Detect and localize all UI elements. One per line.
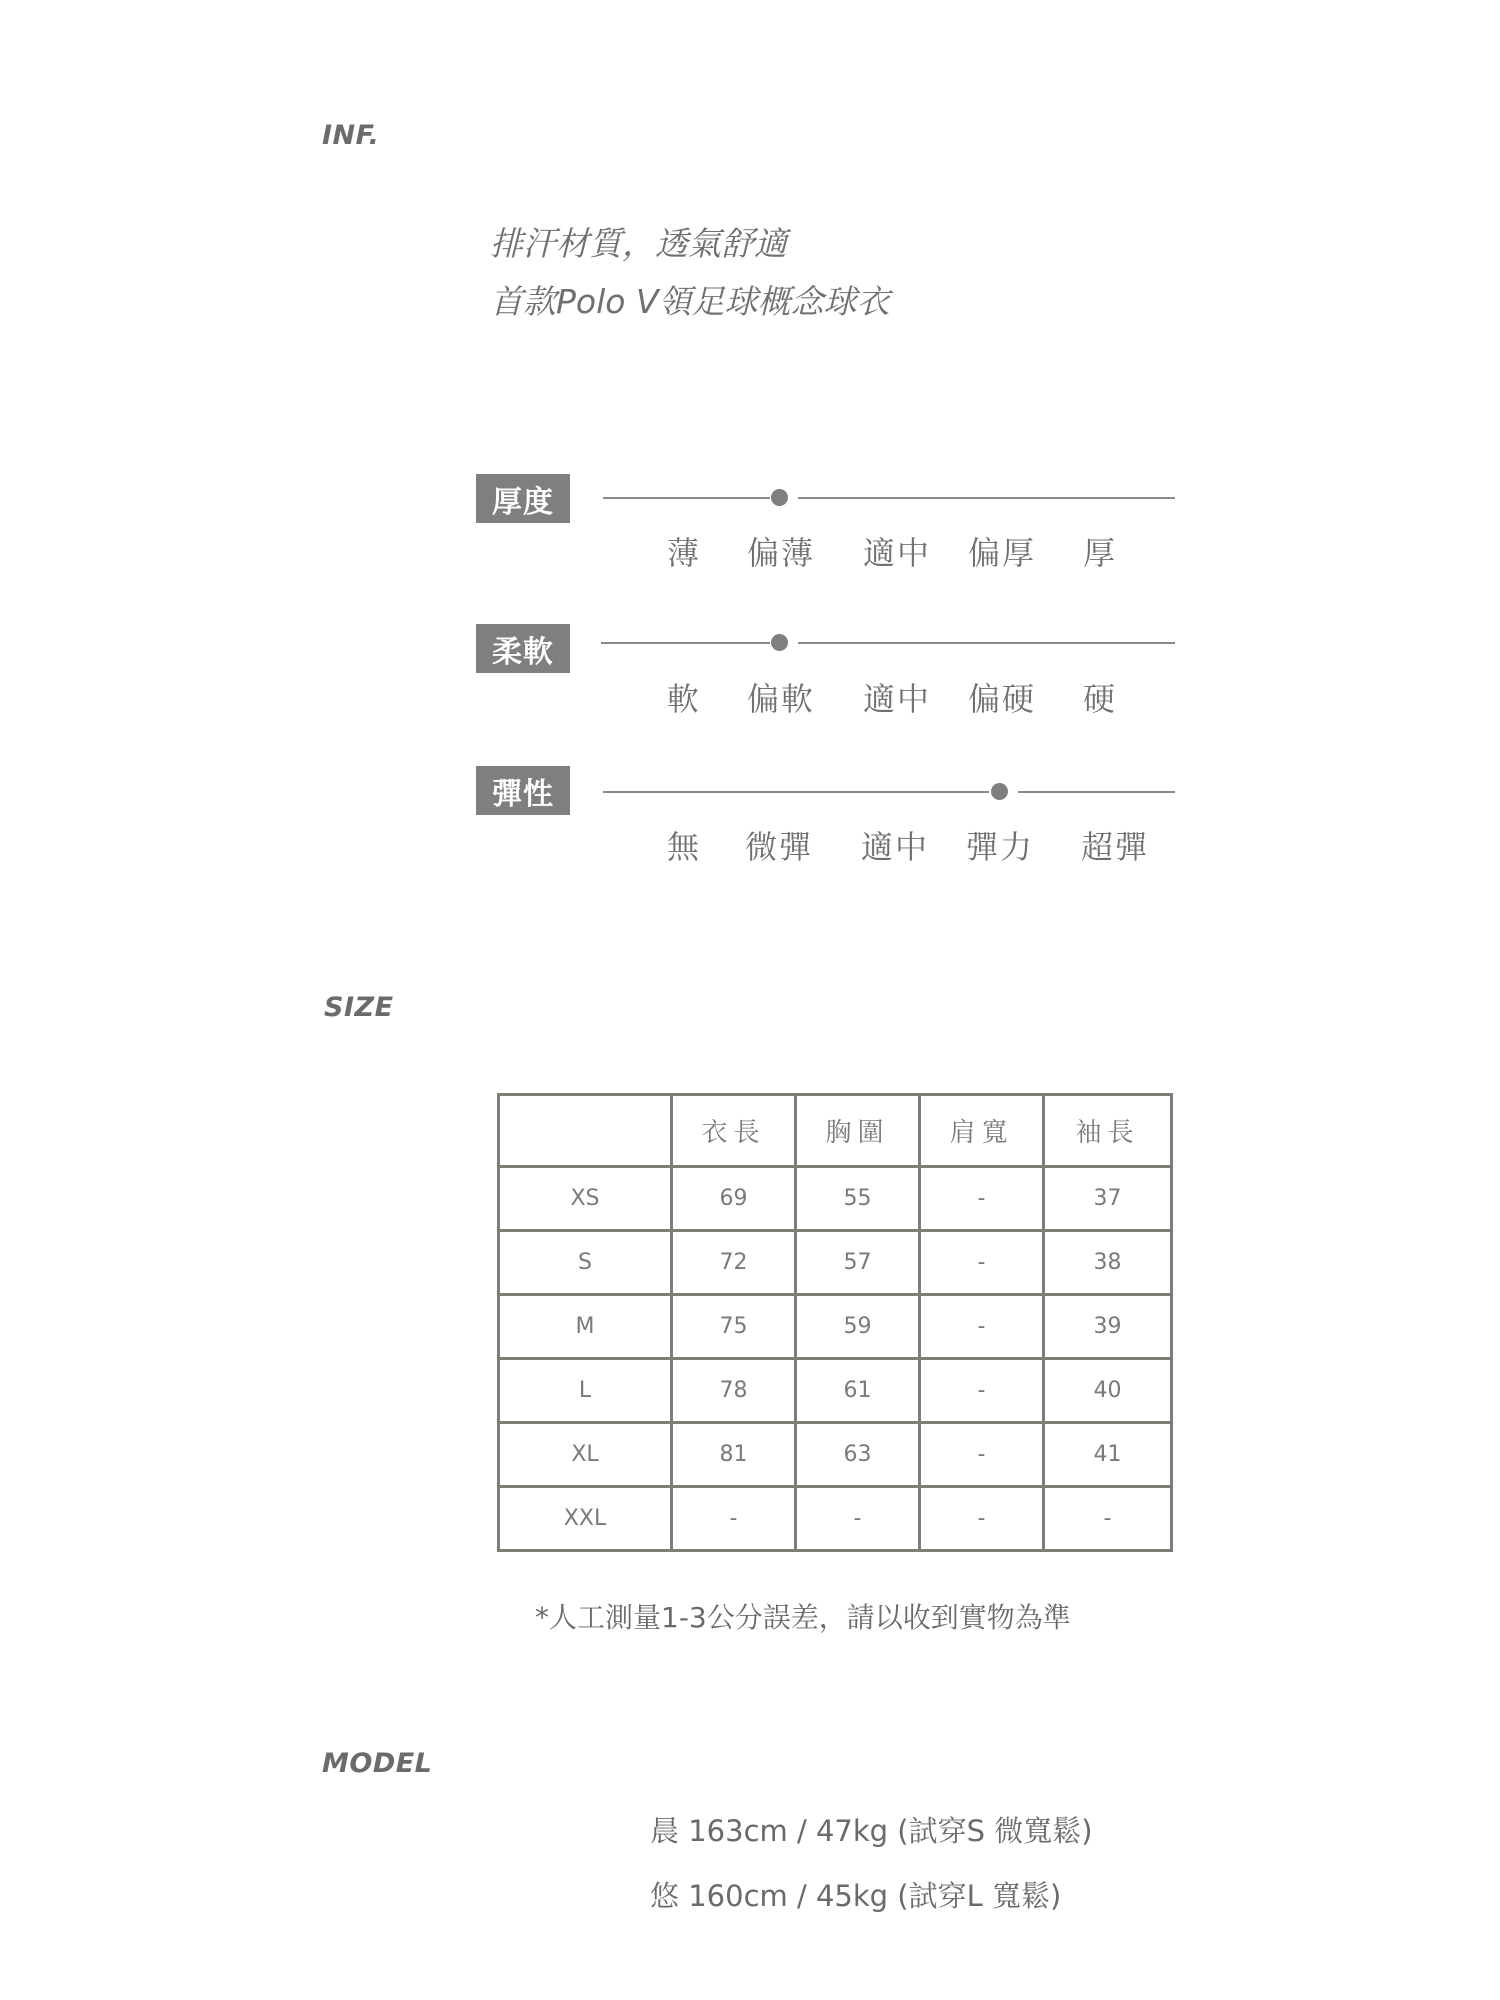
attribute-elasticity-track-left: [603, 791, 989, 793]
attribute-softness-option: 軟: [667, 680, 702, 718]
attribute-thickness-option: 厚: [1083, 534, 1118, 572]
attribute-softness-option: 硬: [1083, 680, 1118, 718]
attribute-thickness-track-left: [603, 497, 770, 499]
attribute-elasticity-track-right: [1018, 791, 1175, 793]
size-table-cell: 38: [1044, 1231, 1172, 1295]
size-table-cell: 69: [672, 1167, 796, 1231]
size-table-header-cell: [499, 1095, 672, 1167]
table-row: [499, 1487, 1172, 1551]
attribute-thickness-option: 偏薄: [747, 534, 816, 572]
size-table-cell: 81: [672, 1423, 796, 1487]
attribute-elasticity-option: 無: [667, 828, 702, 866]
intro-line-1: 排汗材質，透氣舒適: [490, 224, 787, 263]
size-table-cell: 75: [672, 1295, 796, 1359]
size-table-cell: -: [920, 1167, 1044, 1231]
attribute-elasticity-option: 超彈: [1081, 828, 1150, 866]
attribute-softness-badge: 柔軟: [476, 624, 570, 673]
attribute-thickness-marker: [771, 489, 788, 506]
size-table-cell: -: [796, 1487, 920, 1551]
size-table-cell: 63: [796, 1423, 920, 1487]
size-table-cell: -: [920, 1359, 1044, 1423]
size-table-cell: XL: [499, 1423, 672, 1487]
size-table-cell: XS: [499, 1167, 672, 1231]
size-table-cell: S: [499, 1231, 672, 1295]
model-line-2: 悠 160cm / 45kg (試穿L 寬鬆): [650, 1879, 1062, 1913]
size-table-cell: XXL: [499, 1487, 672, 1551]
size-table-cell: 72: [672, 1231, 796, 1295]
size-table-header-cell: 胸圍: [796, 1095, 920, 1167]
attribute-elasticity-option: 適中: [861, 828, 930, 866]
table-row: [499, 1295, 1172, 1359]
model-section-label: MODEL: [322, 1748, 433, 1779]
attribute-thickness-badge: 厚度: [476, 474, 570, 523]
size-table-cell: 57: [796, 1231, 920, 1295]
product-intro: [490, 215, 890, 331]
model-line-1: 晨 163cm / 47kg (試穿S 微寬鬆): [650, 1814, 1093, 1848]
intro-line-2: 首款Polo V領足球概念球衣: [490, 282, 890, 321]
size-table-cell: -: [920, 1487, 1044, 1551]
attribute-softness-track-right: [798, 642, 1175, 644]
attribute-softness-option: 偏軟: [747, 680, 816, 718]
size-table-cell: M: [499, 1295, 672, 1359]
attribute-softness-option: 適中: [863, 680, 932, 718]
attribute-elasticity-option: 彈力: [966, 828, 1035, 866]
size-table-cell: 61: [796, 1359, 920, 1423]
attribute-softness-track-left: [601, 642, 770, 644]
size-table-cell: -: [1044, 1487, 1172, 1551]
attribute-elasticity-badge: 彈性: [476, 766, 570, 815]
size-table-cell: 55: [796, 1167, 920, 1231]
measurement-note: *人工測量1-3公分誤差，請以收到實物為準: [535, 1601, 1071, 1634]
attribute-thickness-option: 偏厚: [968, 534, 1037, 572]
size-section-label: SIZE: [324, 992, 394, 1023]
size-table-cell: 39: [1044, 1295, 1172, 1359]
attribute-softness-option: 偏硬: [968, 680, 1037, 718]
size-table-cell: -: [920, 1423, 1044, 1487]
table-row: [499, 1167, 1172, 1231]
size-table-cell: 41: [1044, 1423, 1172, 1487]
info-section-label: INF.: [322, 120, 380, 151]
size-table-cell: L: [499, 1359, 672, 1423]
attribute-thickness-track-right: [798, 497, 1175, 499]
size-table-cell: -: [920, 1295, 1044, 1359]
size-table-cell: -: [920, 1231, 1044, 1295]
size-table-header-cell: 衣長: [672, 1095, 796, 1167]
attribute-elasticity-marker: [991, 783, 1008, 800]
size-table-cell: -: [672, 1487, 796, 1551]
size-table-cell: 40: [1044, 1359, 1172, 1423]
size-table-header-cell: 袖長: [1044, 1095, 1172, 1167]
attribute-thickness-option: 薄: [667, 534, 702, 572]
attribute-elasticity-option: 微彈: [745, 828, 814, 866]
size-table-cell: 59: [796, 1295, 920, 1359]
table-row: [499, 1423, 1172, 1487]
size-table-cell: 78: [672, 1359, 796, 1423]
size-table: [497, 1093, 1173, 1552]
size-table-header-row: [499, 1095, 1172, 1167]
size-table-header-cell: 肩寬: [920, 1095, 1044, 1167]
attribute-thickness-option: 適中: [863, 534, 932, 572]
size-table-cell: 37: [1044, 1167, 1172, 1231]
table-row: [499, 1359, 1172, 1423]
attribute-softness-marker: [771, 634, 788, 651]
table-row: [499, 1231, 1172, 1295]
